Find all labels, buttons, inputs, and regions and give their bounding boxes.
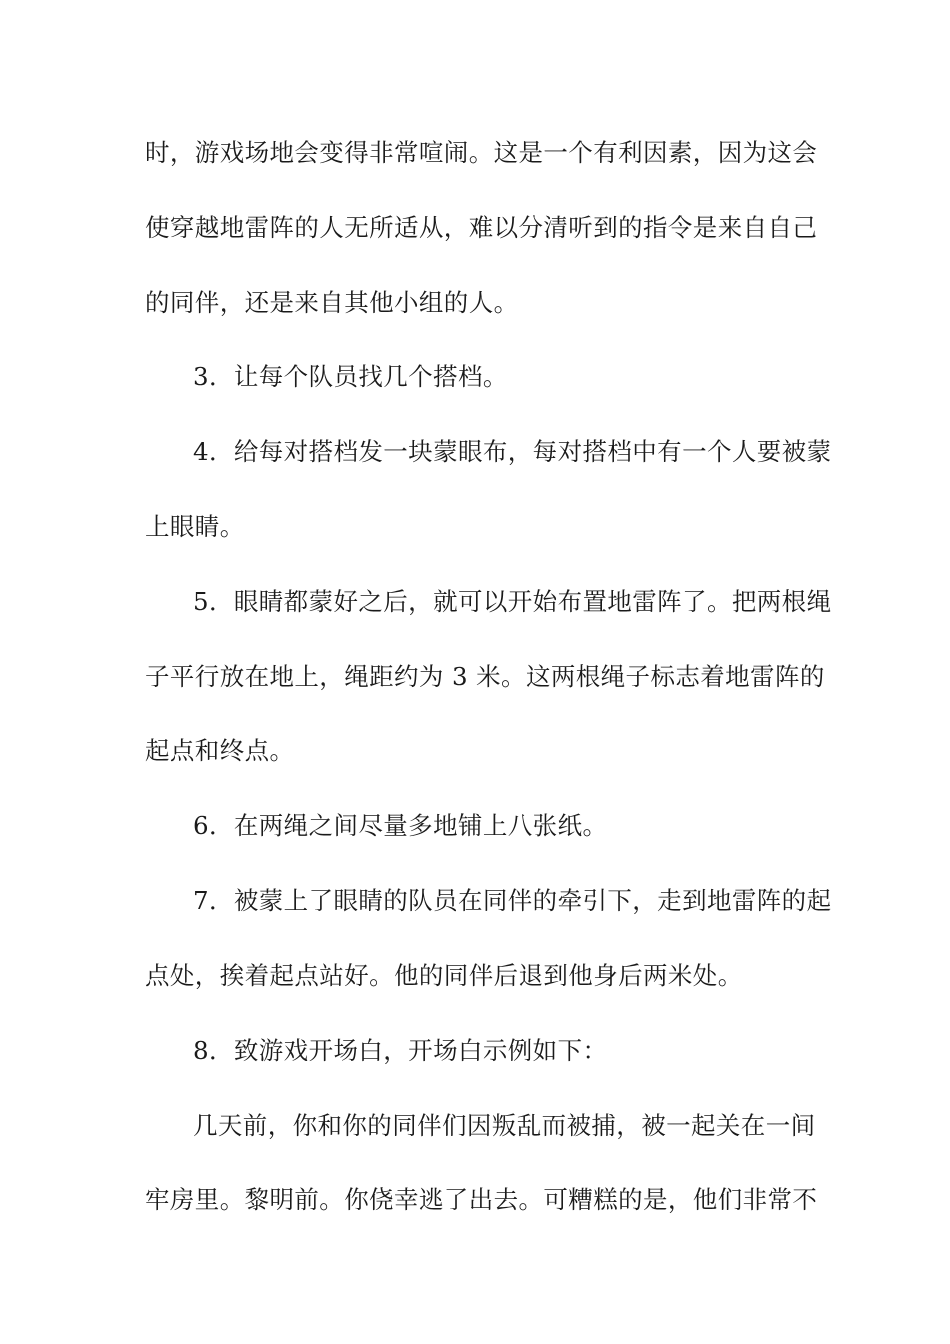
list-item: 6．在两绳之间尽量多地铺上八张纸。 [193,811,608,840]
list-item: 3．让每个队员找几个搭档。 [193,362,508,391]
text-line: 上眼睛。 [145,512,245,541]
text-line: 的同伴，还是来自其他小组的人。 [145,288,519,317]
list-item: 7．被蒙上了眼睛的队员在同伴的牵引下，走到地雷阵的起 [193,886,832,915]
text-line: 起点和终点。 [145,736,295,765]
paragraph-line: 几天前，你和你的同伴们因叛乱而被捕，被一起关在一间 [193,1111,816,1140]
list-item: 5．眼睛都蒙好之后，就可以开始布置地雷阵了。把两根绳 [193,587,832,616]
text-line: 点处，挨着起点站好。他的同伴后退到他身后两米处。 [145,961,743,990]
text-line: 子平行放在地上，绳距约为 3 米。这两根绳子标志着地雷阵的 [145,662,825,691]
text-line: 使穿越地雷阵的人无所适从，难以分清听到的指令是来自自己 [145,213,818,242]
list-item: 8．致游戏开场白，开场白示例如下： [193,1036,608,1065]
list-item: 4．给每对搭档发一块蒙眼布，每对搭档中有一个人要被蒙 [193,437,832,466]
text-line: 时，游戏场地会变得非常喧闹。这是一个有利因素，因为这会 [145,138,818,167]
text-line: 牢房里。黎明前。你侥幸逃了出去。可糟糕的是，他们非常不 [145,1185,818,1214]
